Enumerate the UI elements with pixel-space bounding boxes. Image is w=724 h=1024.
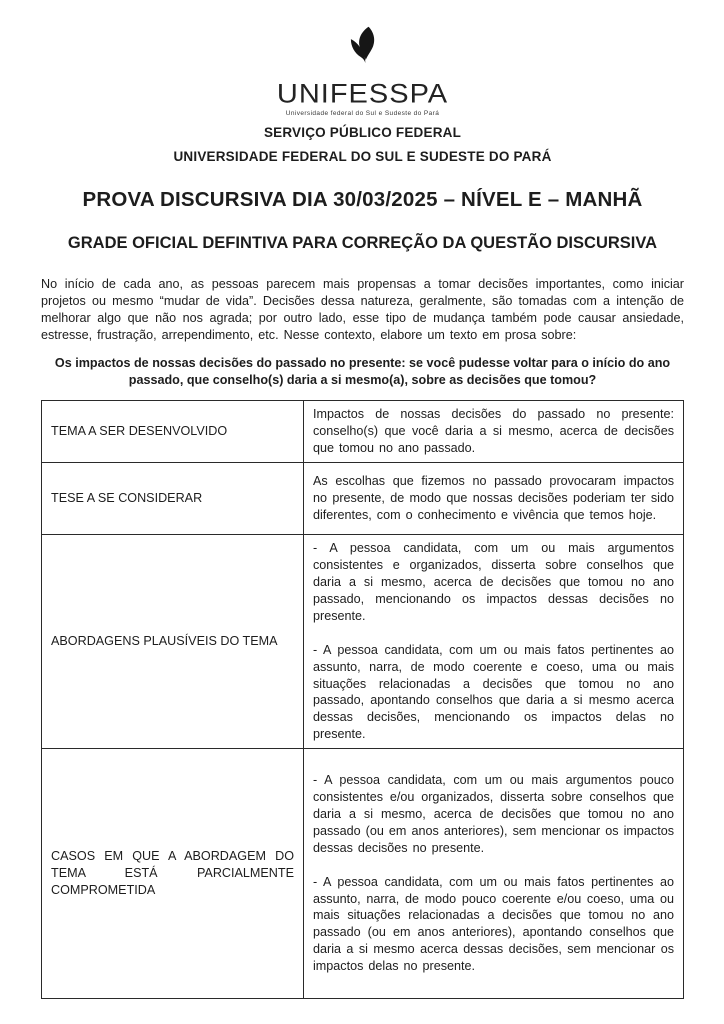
- logo-wordmark: UNIFESSPA: [276, 79, 449, 109]
- table-row-abordagens: [42, 535, 684, 749]
- org-line-universidade: UNIVERSIDADE FEDERAL DO SUL E SUDESTE DO PARÁ: [173, 149, 552, 164]
- description-paragraph: - A pessoa candidata, com um ou mais fatos pertinentes ao assunto, narra, de modo coerente e coeso, uma ou mais situações relacionadas a decisões que tomou no ano passado, apontando conselhos que daria a si mesmo acerca dessas decisões, mencionando os impactos delas no presente.: [313, 642, 674, 742]
- criterion-label: ABORDAGENS PLAUSÍVEIS DO TEMA: [42, 535, 304, 749]
- doc-title: PROVA DISCURSIVA DIA 30/03/2025 – NÍVEL E – MANHÃ: [82, 188, 643, 211]
- criterion-label: TESE A SE CONSIDERAR: [42, 463, 304, 535]
- org-line-servico-publico: SERVIÇO PÚBLICO FEDERAL: [263, 125, 462, 140]
- intro-paragraph: No início de cada ano, as pessoas parecem mais propensas a tomar decisões importantes, como iniciar projetos ou mesmo “mudar de vida”. Decisões dessa natureza, geralmente, são tomadas com a intenção de melhorar algo que não nos agrada; por outro lado, esse tipo de mudança também pode causar ansiedade, estresse, frustração, arrependimento, etc. Nesse contexto, elabore um texto em prosa sobre:: [41, 277, 684, 342]
- doc-subtitle: GRADE OFICIAL DEFINTIVA PARA CORREÇÃO DA QUESTÃO DISCURSIVA: [67, 234, 658, 252]
- logo-tagline: Universidade federal do Sul e Sudeste do Pará: [285, 110, 440, 117]
- essay-prompt: Os impactos de nossas decisões do passado no presente: se você pudesse voltar para o início do ano passado, que conselho(s) daria a si mesmo(a), sobre as decisões que tomou?: [54, 355, 671, 387]
- criterion-label: TEMA A SER DESENVOLVIDO: [42, 401, 304, 463]
- criterion-description: [304, 749, 684, 999]
- org-header: [41, 26, 684, 164]
- criterion-label: CASOS EM QUE A ABORDAGEM DO TEMA ESTÁ PARCIALMENTE COMPROMETIDA: [42, 749, 304, 999]
- grading-table: [41, 400, 684, 999]
- table-row-tese: [42, 463, 684, 535]
- unifesspa-logo: [277, 26, 448, 117]
- criterion-description: [304, 401, 684, 463]
- unifesspa-flame-icon: [340, 26, 386, 80]
- description-paragraph: - A pessoa candidata, com um ou mais argumentos consistentes e organizados, disserta sobre conselhos que daria a si mesmo, acerca de decisões que tomou no ano passado, mencionando os impactos dessas decisões no presente.: [313, 541, 674, 623]
- description-paragraph: As escolhas que fizemos no passado provocaram impactos no presente, de modo que nossas decisões poderiam ter sido diferentes, com o conhecimento e vivência que temos hoje.: [313, 474, 674, 523]
- description-paragraph: Impactos de nossas decisões do passado no presente: conselho(s) que você daria a si mesmo, acerca de decisões que tomou no ano passado.: [313, 407, 674, 456]
- table-row-casos-comprometida: [42, 749, 684, 999]
- criterion-description: [304, 463, 684, 535]
- description-paragraph: - A pessoa candidata, com um ou mais fatos pertinentes ao assunto, narra, de modo pouco coerente e/ou coeso, uma ou mais situações relacionadas a decisões que tomou no ano passado (ou em anos anteriores), apontando conselhos que daria a si mesmo acerca dessas decisões, sem mencionar os impactos delas no presente.: [313, 874, 674, 974]
- table-row-tema: [42, 401, 684, 463]
- criterion-description: [304, 535, 684, 749]
- description-paragraph: - A pessoa candidata, com um ou mais argumentos pouco consistentes e/ou organizados, disserta sobre conselhos que daria a si mesmo, acerca de decisões que tomou no ano passado (ou em anos anteriores), sem mencionar os impactos dessas decisões no presente.: [313, 773, 674, 855]
